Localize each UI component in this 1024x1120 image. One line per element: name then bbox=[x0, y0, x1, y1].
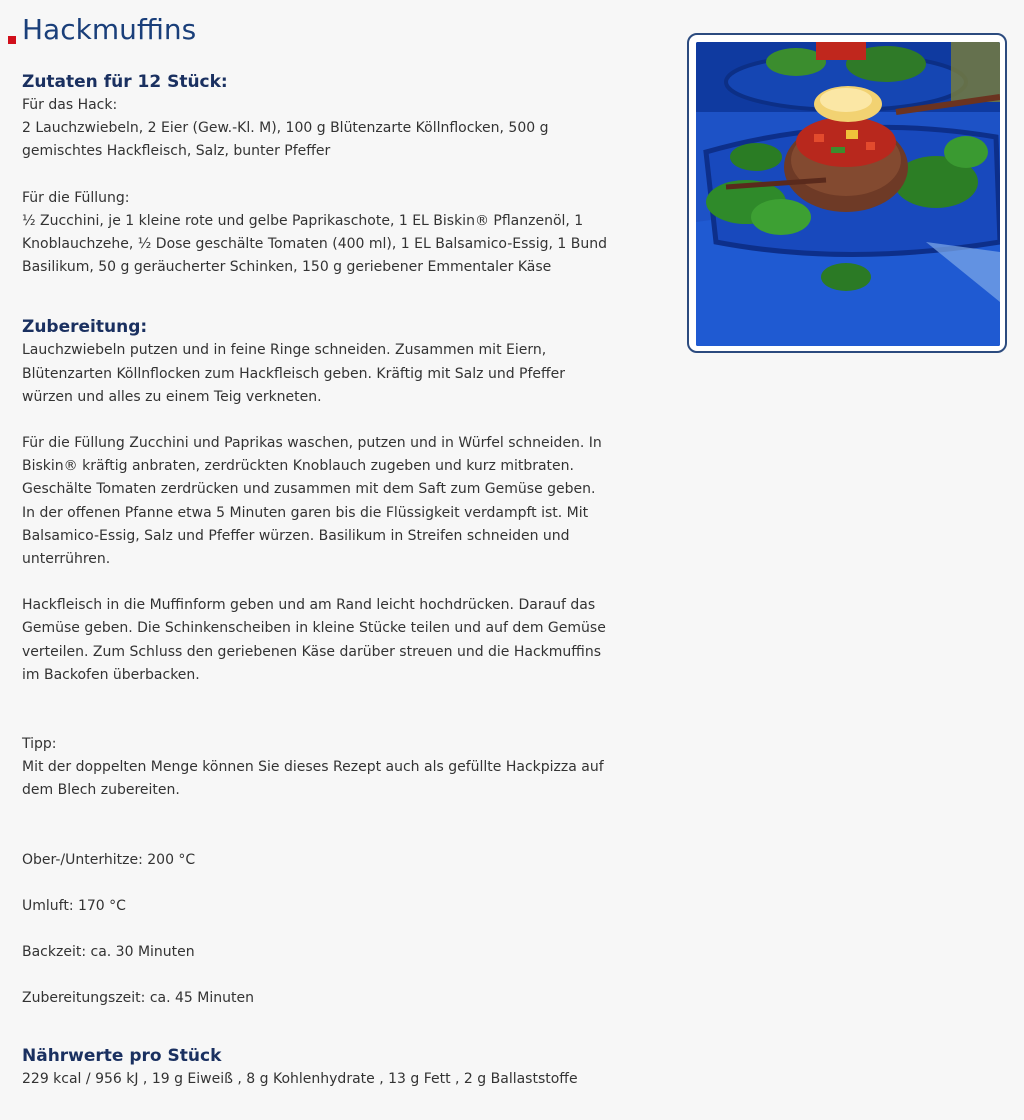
title-marker bbox=[8, 36, 16, 44]
prep-line: verteilen. Zum Schluss den geriebenen Käse darüber streuen und die Hackmuffins bbox=[22, 643, 601, 660]
prep-line: Für die Füllung Zucchini und Paprikas waschen, putzen und in Würfel schneiden. In bbox=[22, 435, 602, 452]
prep-line: im Backofen überbacken. bbox=[22, 666, 200, 683]
filling-label: Für die Füllung: bbox=[22, 189, 130, 206]
prep-line: Gemüse geben. Die Schinkenscheiben in kleine Stücke teilen und auf dem Gemüse bbox=[22, 620, 606, 637]
prep-line: Lauchzwiebeln putzen und in feine Ringe schneiden. Zusammen mit Eiern, bbox=[22, 342, 547, 359]
prep-line: unterrühren. bbox=[22, 551, 111, 568]
nutrition-heading: Nährwerte pro Stück bbox=[22, 1046, 222, 1067]
filling-line: Knoblauchzehe, ½ Dose geschälte Tomaten (400 ml), 1 EL Balsamico-Essig, 1 Bund bbox=[22, 236, 607, 253]
nutrition-values: 229 kcal / 956 kJ , 19 g Eiweiß , 8 g Kohlenhydrate , 13 g Fett , 2 g Ballaststoffe bbox=[22, 1071, 578, 1088]
preparation-time: Zubereitungszeit: ca. 45 Minuten bbox=[22, 990, 254, 1007]
meat-line: gemischtes Hackfleisch, Salz, bunter Pfeffer bbox=[22, 143, 331, 160]
baking-time: Backzeit: ca. 30 Minuten bbox=[22, 944, 195, 961]
meat-line: 2 Lauchzwiebeln, 2 Eier (Gew.-Kl. M), 100 g Blütenzarte Köllnflocken, 500 g bbox=[22, 120, 549, 137]
prep-line: Hackfleisch in die Muffinform geben und am Rand leicht hochdrücken. Darauf das bbox=[22, 597, 596, 614]
prep-line: In der offenen Pfanne etwa 5 Minuten garen bis die Flüssigkeit verdampft ist. Mit bbox=[22, 504, 589, 521]
preparation-heading: Zubereitung: bbox=[22, 317, 148, 338]
page-title: Hackmuffins bbox=[22, 13, 197, 46]
prep-line: würzen und alles zu einem Teig verkneten. bbox=[22, 388, 322, 405]
filling-line: Basilikum, 50 g geräucherter Schinken, 150 g geriebener Emmentaler Käse bbox=[22, 259, 552, 276]
recipe-photo bbox=[696, 42, 1000, 346]
prep-line: Balsamico-Essig, Salz und Pfeffer würzen. Basilikum in Streifen schneiden und bbox=[22, 527, 570, 544]
prep-line: Biskin® kräftig anbraten, zerdrückten Knoblauch zugeben und kurz mitbraten. bbox=[22, 458, 574, 475]
tip-label: Tipp: bbox=[22, 736, 57, 753]
tip-line: Mit der doppelten Menge können Sie dieses Rezept auch als gefüllte Hackpizza auf bbox=[22, 759, 604, 776]
meat-label: Für das Hack: bbox=[22, 97, 118, 113]
recipe-content bbox=[22, 70, 672, 1092]
recipe-photo-frame bbox=[687, 33, 1007, 353]
convection-temperature: Umluft: 170 °C bbox=[22, 897, 126, 914]
ingredients-heading: Zutaten für 12 Stück: bbox=[22, 72, 228, 92]
filling-line: ½ Zucchini, je 1 kleine rote und gelbe Paprikaschote, 1 EL Biskin® Pflanzenöl, 1 bbox=[22, 212, 584, 229]
prep-line: Geschälte Tomaten zerdrücken und zusammen mit dem Saft zum Gemüse geben. bbox=[22, 481, 596, 498]
tip-line: dem Blech zubereiten. bbox=[22, 782, 180, 799]
prep-line: Blütenzarten Köllnflocken zum Hackfleisch geben. Kräftig mit Salz und Pfeffer bbox=[22, 365, 566, 382]
top-bottom-heat: Ober-/Unterhitze: 200 °C bbox=[22, 851, 196, 868]
